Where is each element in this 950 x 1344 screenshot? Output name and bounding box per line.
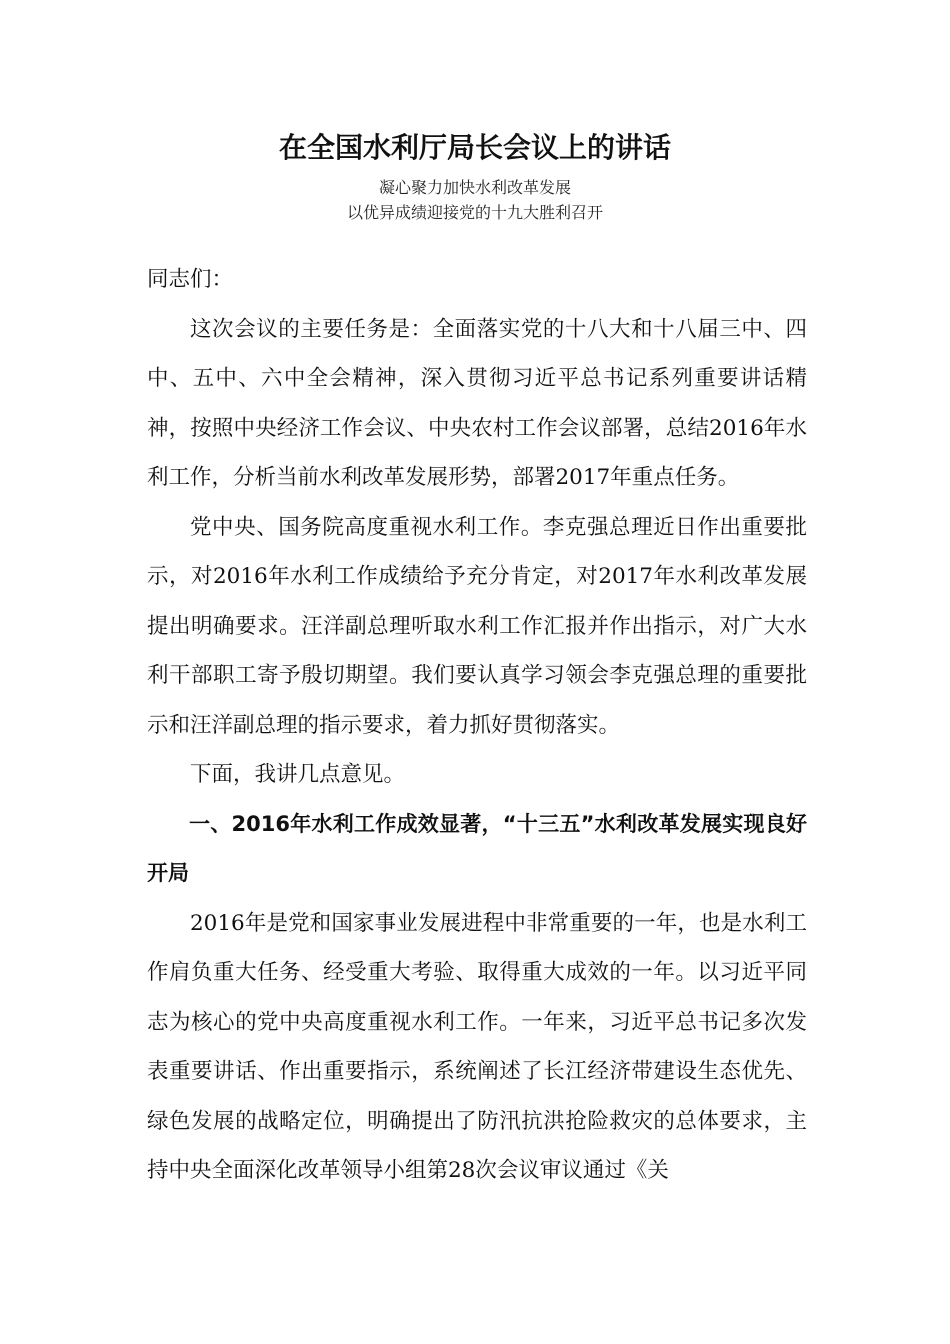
document-body (147, 255, 807, 1196)
document-subtitle-line-2: 以优异成绩迎接党的十九大胜利召开 (346, 203, 603, 222)
body-paragraph: 这次会议的主要任务是：全面落实党的十八大和十八届三中、四中、五中、六中全会精神，深入贯彻习近平总书记系列重要讲话精神，按照中央经济工作会议、中央农村工作会议部署，总结2016年水利工作，分析当前水利改革发展形势，部署2017年重点任务。 (147, 316, 807, 490)
section-heading: 一、2016年水利工作成效显著，“十三五”水利改革发展实现良好开局 (147, 811, 807, 885)
body-paragraph: 党中央、国务院高度重视水利工作。李克强总理近日作出重要批示，对2016年水利工作成绩给予充分肯定，对2017年水利改革发展提出明确要求。汪洋副总理听取水利工作汇报并作出指示，对广大水利干部职工寄予殷切期望。我们要认真学习领会李克强总理的重要批示和汪洋副总理的指示要求，着力抓好贯彻落实。 (147, 514, 807, 738)
salutation: 同志们： (147, 267, 234, 292)
document-subtitle-line-1: 凝心聚力加快水利改革发展 (378, 178, 571, 197)
document-title: 在全国水利厅局长会议上的讲话 (278, 131, 671, 164)
body-paragraph: 下面，我讲几点意见。 (190, 762, 406, 787)
body-paragraph: 2016年是党和国家事业发展进程中非常重要的一年，也是水利工作肩负重大任务、经受重大考验、取得重大成效的一年。以习近平同志为核心的党中央高度重视水利工作。一年来，习近平总书记多次发表重要讲话、作出重要指示，系统阐述了长江经济带建设生态优先、绿色发展的战略定位，明确提出了防汛抗洪抢险救灾的总体要求，主持中央全面深化改革领导小组第28次会议审议通过《关 (147, 910, 807, 1183)
